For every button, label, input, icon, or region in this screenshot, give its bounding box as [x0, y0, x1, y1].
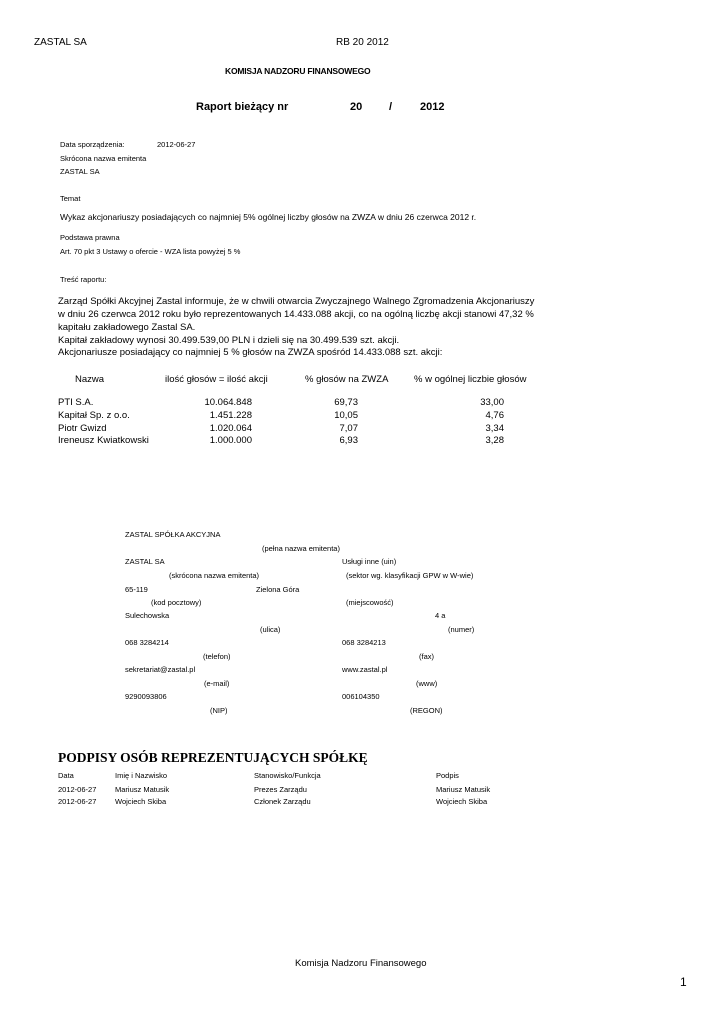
table-cell-name: Piotr Gwizd — [58, 423, 107, 434]
content-line: w dniu 26 czerwca 2012 roku było reprezentowanych 14.433.088 akcji, co na ogólną liczbę akcji stanowi 47,32 % — [58, 309, 534, 320]
report-label: Raport bieżący nr — [196, 101, 289, 113]
issuer-email-caption: (e-mail) — [204, 679, 230, 688]
report-separator: / — [389, 101, 393, 113]
issuer-phone-caption: (telefon) — [203, 652, 231, 661]
table-cell-votes: 1.451.228 — [209, 410, 252, 421]
issuer-regon-caption: (REGON) — [410, 706, 443, 715]
table-cell-name: PTI S.A. — [58, 397, 94, 408]
content-line: Kapitał zakładowy wynosi 30.499.539,00 PLN i dzieli się na 30.499.539 szt. akcji. — [58, 335, 400, 346]
table-cell-votes: 10.064.848 — [204, 397, 252, 408]
table-header-votes: ilość głosów = ilość akcji — [165, 374, 268, 385]
table-cell-name: Kapitał Sp. z o.o. — [58, 410, 130, 421]
issuer-sector: Usługi inne (uin) — [342, 557, 397, 566]
signatures-header-date: Data — [58, 771, 74, 780]
table-cell-pct-zwza: 6,93 — [339, 435, 358, 446]
signature-signature: Wojciech Skiba — [436, 797, 488, 806]
issuer-street-caption: (ulica) — [260, 625, 281, 634]
content-line: kapitału zakładowego Zastal SA. — [58, 322, 196, 333]
issuer-www-caption: (www) — [416, 679, 438, 688]
legal-basis-value: Art. 70 pkt 3 Ustawy o ofercie - WZA lista powyżej 5 % — [60, 247, 241, 256]
header-report-id: RB 20 2012 — [336, 37, 389, 48]
table-cell-pct-zwza: 69,73 — [334, 397, 358, 408]
topic-label: Temat — [60, 194, 81, 203]
table-cell-pct-zwza: 7,07 — [339, 423, 358, 434]
issuer-phone: 068 3284214 — [125, 638, 169, 647]
issuer-short-name-caption: (skrócona nazwa emitenta) — [169, 571, 260, 580]
report-year: 2012 — [420, 101, 445, 113]
issuer-fax: 068 3284213 — [342, 638, 386, 647]
issuer-street: Sulechowska — [125, 611, 170, 620]
signatures-header-name: Imię i Nazwisko — [115, 771, 168, 780]
page-number: 1 — [680, 975, 687, 989]
issuer-short-name: ZASTAL SA — [125, 557, 165, 566]
issuer-postal-code-caption: (kod pocztowy) — [151, 598, 202, 607]
topic-value: Wykaz akcjonariuszy posiadających co najmniej 5% ogólnej liczby głosów na ZWZA w dniu 26 czerwca 2012 r. — [60, 212, 477, 222]
table-cell-name: Ireneusz Kwiatkowski — [58, 435, 149, 446]
issuer-nip-caption: (NIP) — [210, 706, 228, 715]
table-cell-pct-total: 3,28 — [485, 435, 504, 446]
commission-title: KOMISJA NADZORU FINANSOWEGO — [225, 66, 371, 76]
signature-signature: Mariusz Matusik — [436, 785, 491, 794]
short-name-value: ZASTAL SA — [60, 167, 100, 176]
table-header-pct-total: % w ogólnej liczbie głosów — [414, 374, 527, 385]
issuer-sector-caption: (sektor wg. klasyfikacji GPW w W-wie) — [346, 571, 474, 580]
issuer-full-name: ZASTAL SPÓŁKA AKCYJNA — [125, 530, 221, 539]
signature-date: 2012-06-27 — [58, 785, 97, 794]
signature-date: 2012-06-27 — [58, 797, 97, 806]
signature-position: Członek Zarządu — [254, 797, 311, 806]
signatures-header-signature: Podpis — [436, 771, 459, 780]
issuer-regon: 006104350 — [342, 692, 380, 701]
signatures-header-position: Stanowisko/Funkcja — [254, 771, 321, 780]
signature-name: Mariusz Matusik — [115, 785, 170, 794]
issuer-city-caption: (miejscowość) — [346, 598, 394, 607]
issuer-email: sekretariat@zastal.pl — [125, 665, 196, 674]
short-name-label: Skrócona nazwa emitenta — [60, 154, 147, 163]
table-cell-votes: 1.020.064 — [209, 423, 252, 434]
issuer-nip: 9290093806 — [125, 692, 167, 701]
table-header-pct-zwza: % głosów na ZWZA — [305, 374, 389, 385]
content-label: Treść raportu: — [60, 275, 107, 284]
content-line: Zarząd Spółki Akcyjnej Zastal informuje, że w chwili otwarcia Zwyczajnego Walnego Zgromadzenia Akcjonariuszy — [58, 296, 535, 307]
table-cell-pct-zwza: 10,05 — [334, 410, 358, 421]
issuer-full-name-caption: (pełna nazwa emitenta) — [262, 544, 340, 553]
issuer-www: www.zastal.pl — [342, 665, 388, 674]
issuer-fax-caption: (fax) — [419, 652, 434, 661]
table-header-name: Nazwa — [75, 374, 105, 385]
issuer-postal-code: 65-119 — [125, 585, 148, 594]
signature-position: Prezes Zarządu — [254, 785, 307, 794]
issuer-city: Zielona Góra — [256, 585, 300, 594]
date-value: 2012-06-27 — [157, 140, 196, 149]
table-cell-pct-total: 33,00 — [480, 397, 504, 408]
legal-basis-label: Podstawa prawna — [60, 233, 120, 242]
report-number: 20 — [350, 101, 363, 113]
header-company: ZASTAL SA — [34, 37, 87, 48]
footer-commission: Komisja Nadzoru Finansowego — [295, 958, 427, 969]
table-cell-pct-total: 3,34 — [485, 423, 504, 434]
issuer-number-caption: (numer) — [448, 625, 475, 634]
signatures-title: PODPISY OSÓB REPREZENTUJĄCYCH SPÓŁKĘ — [58, 750, 368, 765]
signature-name: Wojciech Skiba — [115, 797, 167, 806]
table-cell-votes: 1.000.000 — [209, 435, 252, 446]
table-cell-pct-total: 4,76 — [485, 410, 504, 421]
content-line: Akcjonariusze posiadający co najmniej 5 % głosów na ZWZA spośród 14.433.088 szt. akcji: — [58, 347, 443, 358]
issuer-number: 4 a — [435, 611, 446, 620]
date-label: Data sporządzenia: — [60, 140, 125, 149]
